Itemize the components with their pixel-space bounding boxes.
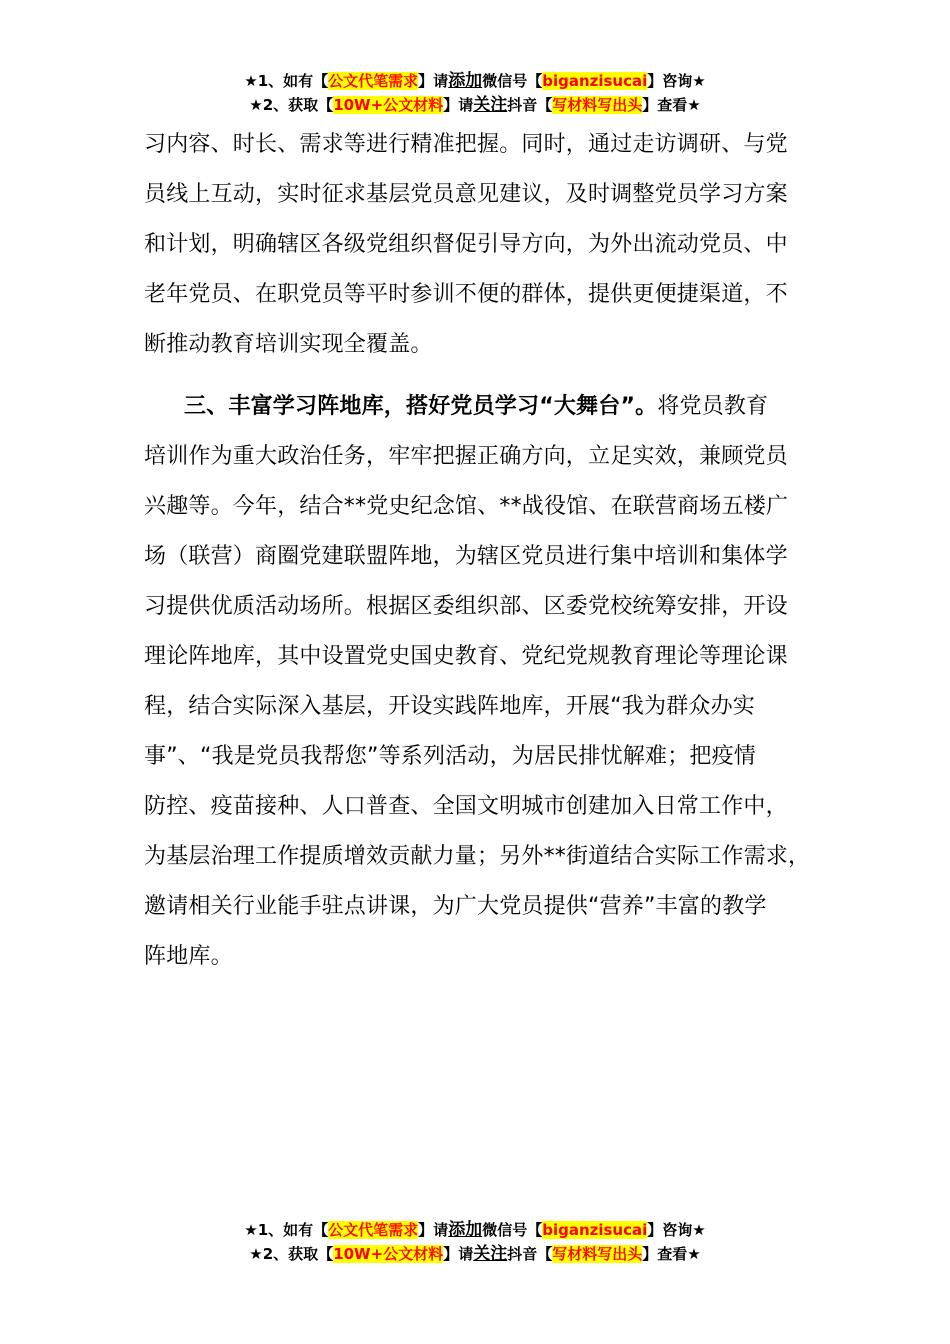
banner-text: 抖音【 xyxy=(507,1245,553,1263)
text-line: 员线上互动，实时征求基层党员意见建议，及时调整党员学习方案 xyxy=(144,182,788,207)
text-line: 理论阵地库，其中设置党史国史教育、党纪党规教育理论等理论课 xyxy=(144,644,788,669)
text-line: 兴趣等。今年，结合**党史纪念馆、**战役馆、在联营商场五楼广 xyxy=(144,494,789,519)
text-line: 老年党员、在职党员等平时参训不便的群体，提供更便捷渠道，不 xyxy=(144,282,788,307)
banner-text: 】查看★ xyxy=(642,96,701,114)
text-line-first xyxy=(144,382,834,432)
banner-highlight: 10W+公文材料 xyxy=(333,1245,444,1263)
banner-line-2 xyxy=(0,1242,950,1266)
banner-highlight: biganzisucai xyxy=(542,72,648,90)
text-line: 程，结合实际深入基层，开设实践阵地库，开展“我为群众办实 xyxy=(144,694,755,719)
banner-emphasis: 关注 xyxy=(473,1244,508,1264)
section-heading: 三、丰富学习阵地库，搭好党员学习“大舞台”。 xyxy=(184,394,658,419)
banner-highlight: 写材料写出头 xyxy=(552,1245,643,1263)
header-banner xyxy=(0,69,950,117)
banner-text: 】咨询★ xyxy=(647,72,706,90)
banner-emphasis: 关注 xyxy=(473,95,508,115)
banner-text: 微信号【 xyxy=(482,72,543,90)
paragraph-1 xyxy=(144,120,834,370)
banner-emphasis: 添加 xyxy=(448,71,483,91)
banner-text: ★2、获取【 xyxy=(249,1245,334,1263)
banner-text: ★1、如有【 xyxy=(244,1221,329,1239)
banner-text: 微信号【 xyxy=(482,1221,543,1239)
text-line: 阵地库。 xyxy=(144,944,233,969)
banner-text: 】请 xyxy=(418,72,449,90)
banner-text: 】咨询★ xyxy=(647,1221,706,1239)
banner-text: 】请 xyxy=(443,96,474,114)
paragraph-gap xyxy=(144,370,834,382)
banner-highlight: biganzisucai xyxy=(542,1221,648,1239)
document-body xyxy=(144,120,834,982)
text-line: 邀请相关行业能手驻点讲课，为广大党员提供“营养”丰富的教学 xyxy=(144,894,767,919)
banner-text: 】查看★ xyxy=(642,1245,701,1263)
banner-text: 】请 xyxy=(418,1221,449,1239)
banner-text: ★1、如有【 xyxy=(244,72,329,90)
banner-text: ★2、获取【 xyxy=(249,96,334,114)
banner-emphasis: 添加 xyxy=(448,1220,483,1240)
text-line: 场（联营）商圈党建联盟阵地，为辖区党员进行集中培训和集体学 xyxy=(144,544,788,569)
text-line: 事”、“我是党员我帮您”等系列活动，为居民排忧解难；把疫情 xyxy=(144,744,756,769)
banner-highlight: 公文代笔需求 xyxy=(328,72,419,90)
text-line: 断推动教育培训实现全覆盖。 xyxy=(144,332,433,357)
text-line: 和计划，明确辖区各级党组织督促引导方向，为外出流动党员、中 xyxy=(144,232,788,257)
text-line: 培训作为重大政治任务，牢牢把握正确方向，立足实效，兼顾党员 xyxy=(144,444,788,469)
text-line: 为基层治理工作提质增效贡献力量；另外**街道结合实际工作需求， xyxy=(144,844,811,869)
text-line: 习内容、时长、需求等进行精准把握。同时，通过走访调研、与党 xyxy=(144,132,788,157)
paragraph-2 xyxy=(144,382,834,982)
text-line: 习提供优质活动场所。根据区委组织部、区委党校统筹安排，开设 xyxy=(144,594,788,619)
banner-line-1 xyxy=(0,69,950,93)
banner-highlight: 公文代笔需求 xyxy=(328,1221,419,1239)
banner-text: 抖音【 xyxy=(507,96,553,114)
text-line: 防控、疫苗接种、人口普查、全国文明城市创建加入日常工作中， xyxy=(144,794,788,819)
banner-line-2 xyxy=(0,93,950,117)
banner-line-1 xyxy=(0,1218,950,1242)
banner-highlight: 写材料写出头 xyxy=(552,96,643,114)
banner-highlight: 10W+公文材料 xyxy=(333,96,444,114)
text-run: 将党员教育 xyxy=(657,394,769,419)
footer-banner xyxy=(0,1218,950,1266)
banner-text: 】请 xyxy=(443,1245,474,1263)
